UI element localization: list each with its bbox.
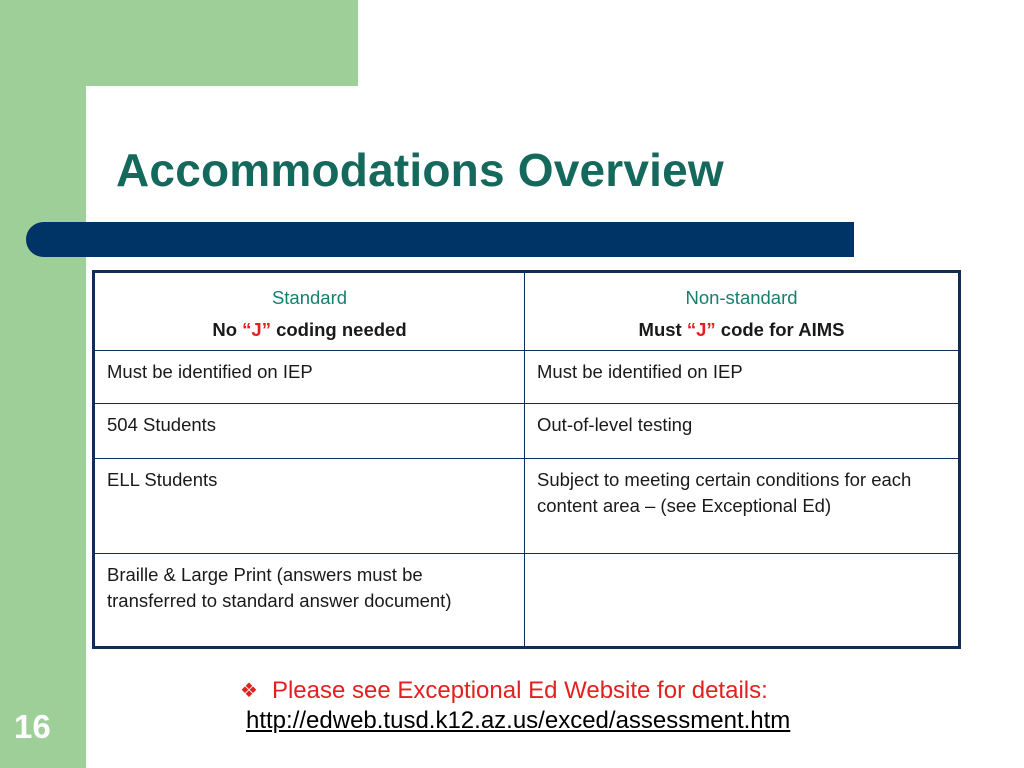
column-subheading: Must “J” code for AIMS [638,319,845,340]
table-row [94,404,960,459]
column-subheading: No “J” coding needed [212,319,407,340]
green-decor-left [0,0,86,768]
title-underline-bar [26,222,854,257]
table-cell: Braille & Large Print (answers must be transferred to standard answer document) [94,554,525,648]
note-text: Please see Exceptional Ed Website for details: [271,677,768,704]
diamond-bullet-icon: ❖ [240,680,258,702]
table-cell: Must be identified on IEP [525,351,960,404]
details-note [240,676,768,707]
table-header-row [94,272,960,351]
table-cell [525,554,960,648]
slide-title: Accommodations Overview [116,144,724,196]
accommodations-table [92,270,961,649]
j-code: “J” [242,319,271,340]
column-header-non-standard [525,272,960,351]
table-row [94,459,960,554]
page-number: 16 [14,708,51,745]
column-heading: Standard [271,287,348,308]
assessment-website-link[interactable]: http://edweb.tusd.k12.az.us/exced/assessment.htm [246,707,791,734]
table-cell: ELL Students [94,459,525,554]
table-row [94,554,960,648]
j-code: “J” [686,319,716,340]
table-cell: Must be identified on IEP [94,351,525,404]
column-header-standard [94,272,525,351]
table-cell: Subject to meeting certain conditions for each content area – (see Exceptional Ed) [525,459,960,554]
table-cell: 504 Students [94,404,525,459]
table-row [94,351,960,404]
column-heading: Non-standard [685,287,798,308]
table-cell: Out-of-level testing [525,404,960,459]
